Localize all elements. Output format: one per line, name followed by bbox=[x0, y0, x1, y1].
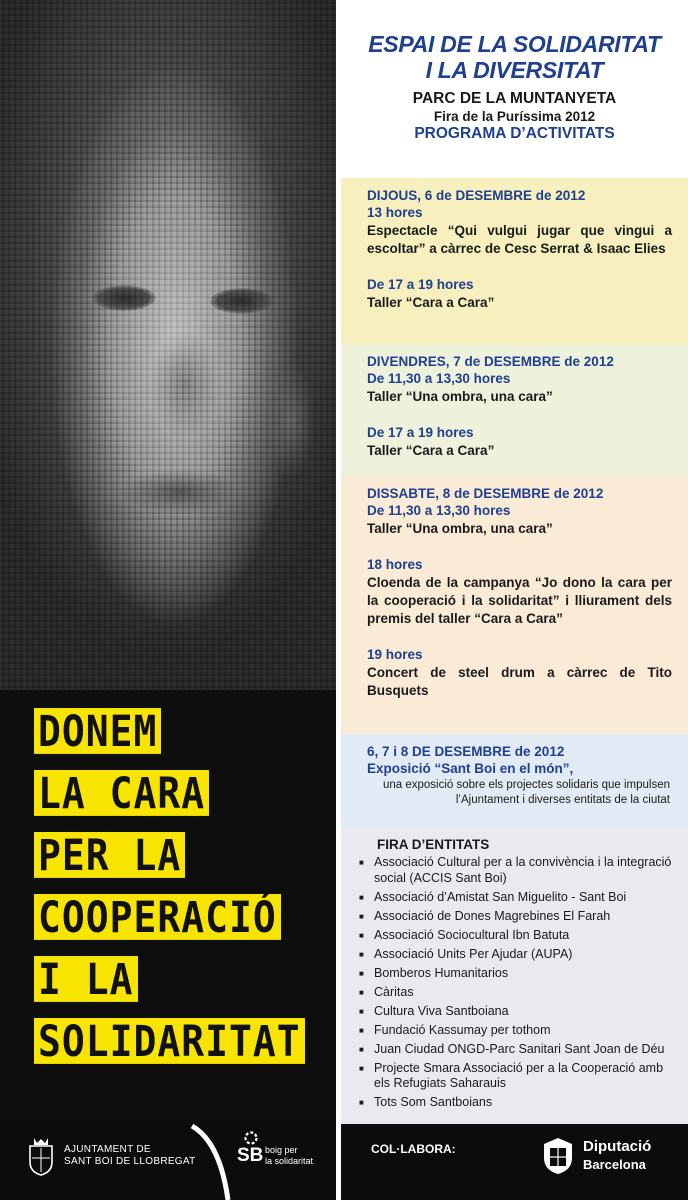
event-time: De 17 a 19 hores bbox=[367, 277, 474, 292]
ajuntament-label-line1: AJUNTAMENT DE bbox=[64, 1144, 151, 1155]
portrait-ear bbox=[265, 360, 315, 480]
bullet-icon: ■ bbox=[359, 949, 364, 959]
fair-name: Fira de la Puríssima 2012 bbox=[433, 109, 596, 124]
list-item bbox=[359, 985, 676, 1001]
slogan-line: LA CARA bbox=[34, 770, 336, 811]
event-activity: Concert de steel drum a càrrec de Tito Busquets bbox=[367, 665, 672, 698]
slogan-line: COOPERACIÓ bbox=[34, 894, 336, 935]
entity-name: Associació de Dones Magrebines El Farah bbox=[374, 908, 611, 923]
left-footer bbox=[0, 1122, 336, 1200]
event-time: 19 hores bbox=[367, 647, 423, 662]
list-item bbox=[359, 928, 676, 944]
bullet-icon: ■ bbox=[359, 1098, 364, 1107]
event-time: 13 hores bbox=[367, 205, 423, 220]
ajuntament-label-line2: SANT BOI DE LLOBREGAT bbox=[64, 1156, 196, 1167]
right-footer bbox=[341, 1124, 688, 1200]
list-item bbox=[359, 947, 676, 963]
entity-name: Càritas bbox=[374, 984, 414, 999]
day-section-exhibition bbox=[341, 734, 688, 828]
day-date: DIJOUS, 6 de DESEMBRE de 2012 bbox=[367, 188, 586, 203]
event-activity: Espectacle “Qui vulgui jugar que vingui a escoltar” a càrrec de Cesc Serrat & Isaac Elies bbox=[367, 223, 672, 256]
entity-name: Associació Sociocultural Ibn Batuta bbox=[374, 927, 570, 942]
day-date: DIVENDRES, 7 de DESEMBRE de 2012 bbox=[367, 354, 614, 369]
day-date: 6, 7 i 8 DE DESEMBRE de 2012 bbox=[367, 744, 565, 759]
bullet-icon: ■ bbox=[359, 911, 364, 921]
mosaic-portrait-image bbox=[0, 0, 336, 690]
bullet-icon: ■ bbox=[359, 987, 364, 997]
event-title-line2: I LA DIVERSITAT bbox=[425, 57, 604, 83]
event-title-line1: ESPAI DE LA SOLIDARITAT bbox=[368, 31, 661, 57]
list-item bbox=[359, 1042, 676, 1058]
ajuntament-shield-icon bbox=[26, 1136, 56, 1176]
sb-logo-mark: SB bbox=[237, 1145, 264, 1166]
left-panel bbox=[0, 0, 336, 1200]
day-section-saturday bbox=[341, 476, 688, 734]
diputacio-emblem-icon bbox=[540, 1136, 576, 1176]
event-time: 18 hores bbox=[367, 557, 423, 572]
slogan-line: SOLIDARITAT bbox=[34, 1018, 336, 1059]
entities-fair-section bbox=[341, 828, 688, 1124]
swoosh-divider-icon bbox=[190, 1122, 235, 1200]
diputacio-label-line2: Barcelona bbox=[583, 1157, 646, 1172]
bullet-icon: ■ bbox=[359, 1025, 364, 1035]
entity-name: Projecte Smara Associació per a la Cooperació amb els Refugiats Saharauis bbox=[374, 1060, 664, 1090]
event-title bbox=[341, 0, 688, 83]
entity-name: Associació Units Per Ajudar (AUPA) bbox=[374, 946, 573, 961]
event-activity: Taller “Cara a Cara” bbox=[367, 295, 495, 310]
day-section-friday bbox=[341, 344, 688, 476]
entities-fair-title: FIRA D’ENTITATS bbox=[377, 837, 490, 852]
slogan-block bbox=[0, 690, 336, 1122]
portrait-eye-right bbox=[210, 288, 274, 314]
portrait-nose-shadow bbox=[150, 330, 220, 440]
sb-gear-icon bbox=[242, 1130, 260, 1146]
event-activity: Cloenda de la campanya “Jo dono la cara per la cooperació i la solidaritat” i lliurament dels premis del taller “Cara a Cara” bbox=[367, 575, 672, 626]
entity-name: Juan Ciudad ONGD-Parc Sanitari Sant Joan de Déu bbox=[374, 1041, 665, 1056]
exhibition-title: Exposició “Sant Boi en el món”, bbox=[367, 761, 574, 776]
list-item bbox=[359, 1023, 676, 1039]
entity-name: Cultura Viva Santboiana bbox=[374, 1003, 509, 1018]
programme-heading: PROGRAMA D’ACTIVITATS bbox=[414, 125, 615, 142]
list-item bbox=[359, 909, 676, 925]
portrait-eye-left bbox=[92, 285, 156, 311]
event-time: De 11,30 a 13,30 hores bbox=[367, 503, 511, 518]
list-item bbox=[359, 1004, 676, 1020]
bullet-icon: ■ bbox=[359, 1044, 364, 1054]
bullet-icon: ■ bbox=[359, 1063, 364, 1073]
portrait-mouth-shadow bbox=[120, 470, 240, 514]
slogan-line: I LA bbox=[34, 956, 336, 997]
entity-name: Associació Cultural per a la convivència i la integració social (ACCIS Sant Boi) bbox=[374, 855, 672, 885]
slogan-line: DONEM bbox=[34, 708, 336, 749]
bullet-icon: ■ bbox=[359, 892, 364, 902]
collaborates-label: COL·LABORA: bbox=[371, 1142, 456, 1156]
exhibition-description: una exposició sobre els projectes solidaris que impulsen l’Ajuntament i diverses entitats de la ciutat bbox=[382, 779, 670, 806]
entity-name: Associació d’Amistat San Miguelito - Sant Boi bbox=[374, 889, 627, 904]
diputacio-label-line1: Diputació bbox=[583, 1138, 652, 1155]
bullet-icon: ■ bbox=[359, 968, 364, 978]
right-panel bbox=[341, 0, 688, 1200]
list-item bbox=[359, 1061, 676, 1092]
list-item bbox=[359, 890, 676, 906]
entity-name: Bomberos Humanitarios bbox=[374, 965, 509, 980]
list-item bbox=[359, 855, 676, 886]
entity-name: Tots Som Santboians bbox=[374, 1095, 493, 1109]
slogan-line: PER LA bbox=[34, 832, 336, 873]
venue-name: PARC DE LA MUNTANYETA bbox=[412, 90, 617, 107]
event-activity: Taller “Una ombra, una cara” bbox=[367, 521, 553, 536]
event-activity: Taller “Cara a Cara” bbox=[367, 443, 495, 458]
sb-slogan-line2: la solidaritat bbox=[265, 1156, 314, 1166]
sb-slogan-line1: boig per bbox=[265, 1145, 298, 1155]
bullet-icon: ■ bbox=[359, 858, 364, 867]
event-time: De 17 a 19 hores bbox=[367, 425, 474, 440]
event-time: De 11,30 a 13,30 hores bbox=[367, 371, 511, 386]
bullet-icon: ■ bbox=[359, 930, 364, 940]
event-activity: Taller “Una ombra, una cara” bbox=[367, 389, 553, 404]
list-item bbox=[359, 966, 676, 982]
entity-name: Fundació Kassumay per tothom bbox=[374, 1022, 551, 1037]
list-item bbox=[359, 1095, 676, 1111]
day-section-thursday bbox=[341, 178, 688, 344]
programme-header bbox=[341, 0, 688, 178]
bullet-icon: ■ bbox=[359, 1006, 364, 1016]
day-date: DISSABTE, 8 de DESEMBRE de 2012 bbox=[367, 486, 604, 501]
